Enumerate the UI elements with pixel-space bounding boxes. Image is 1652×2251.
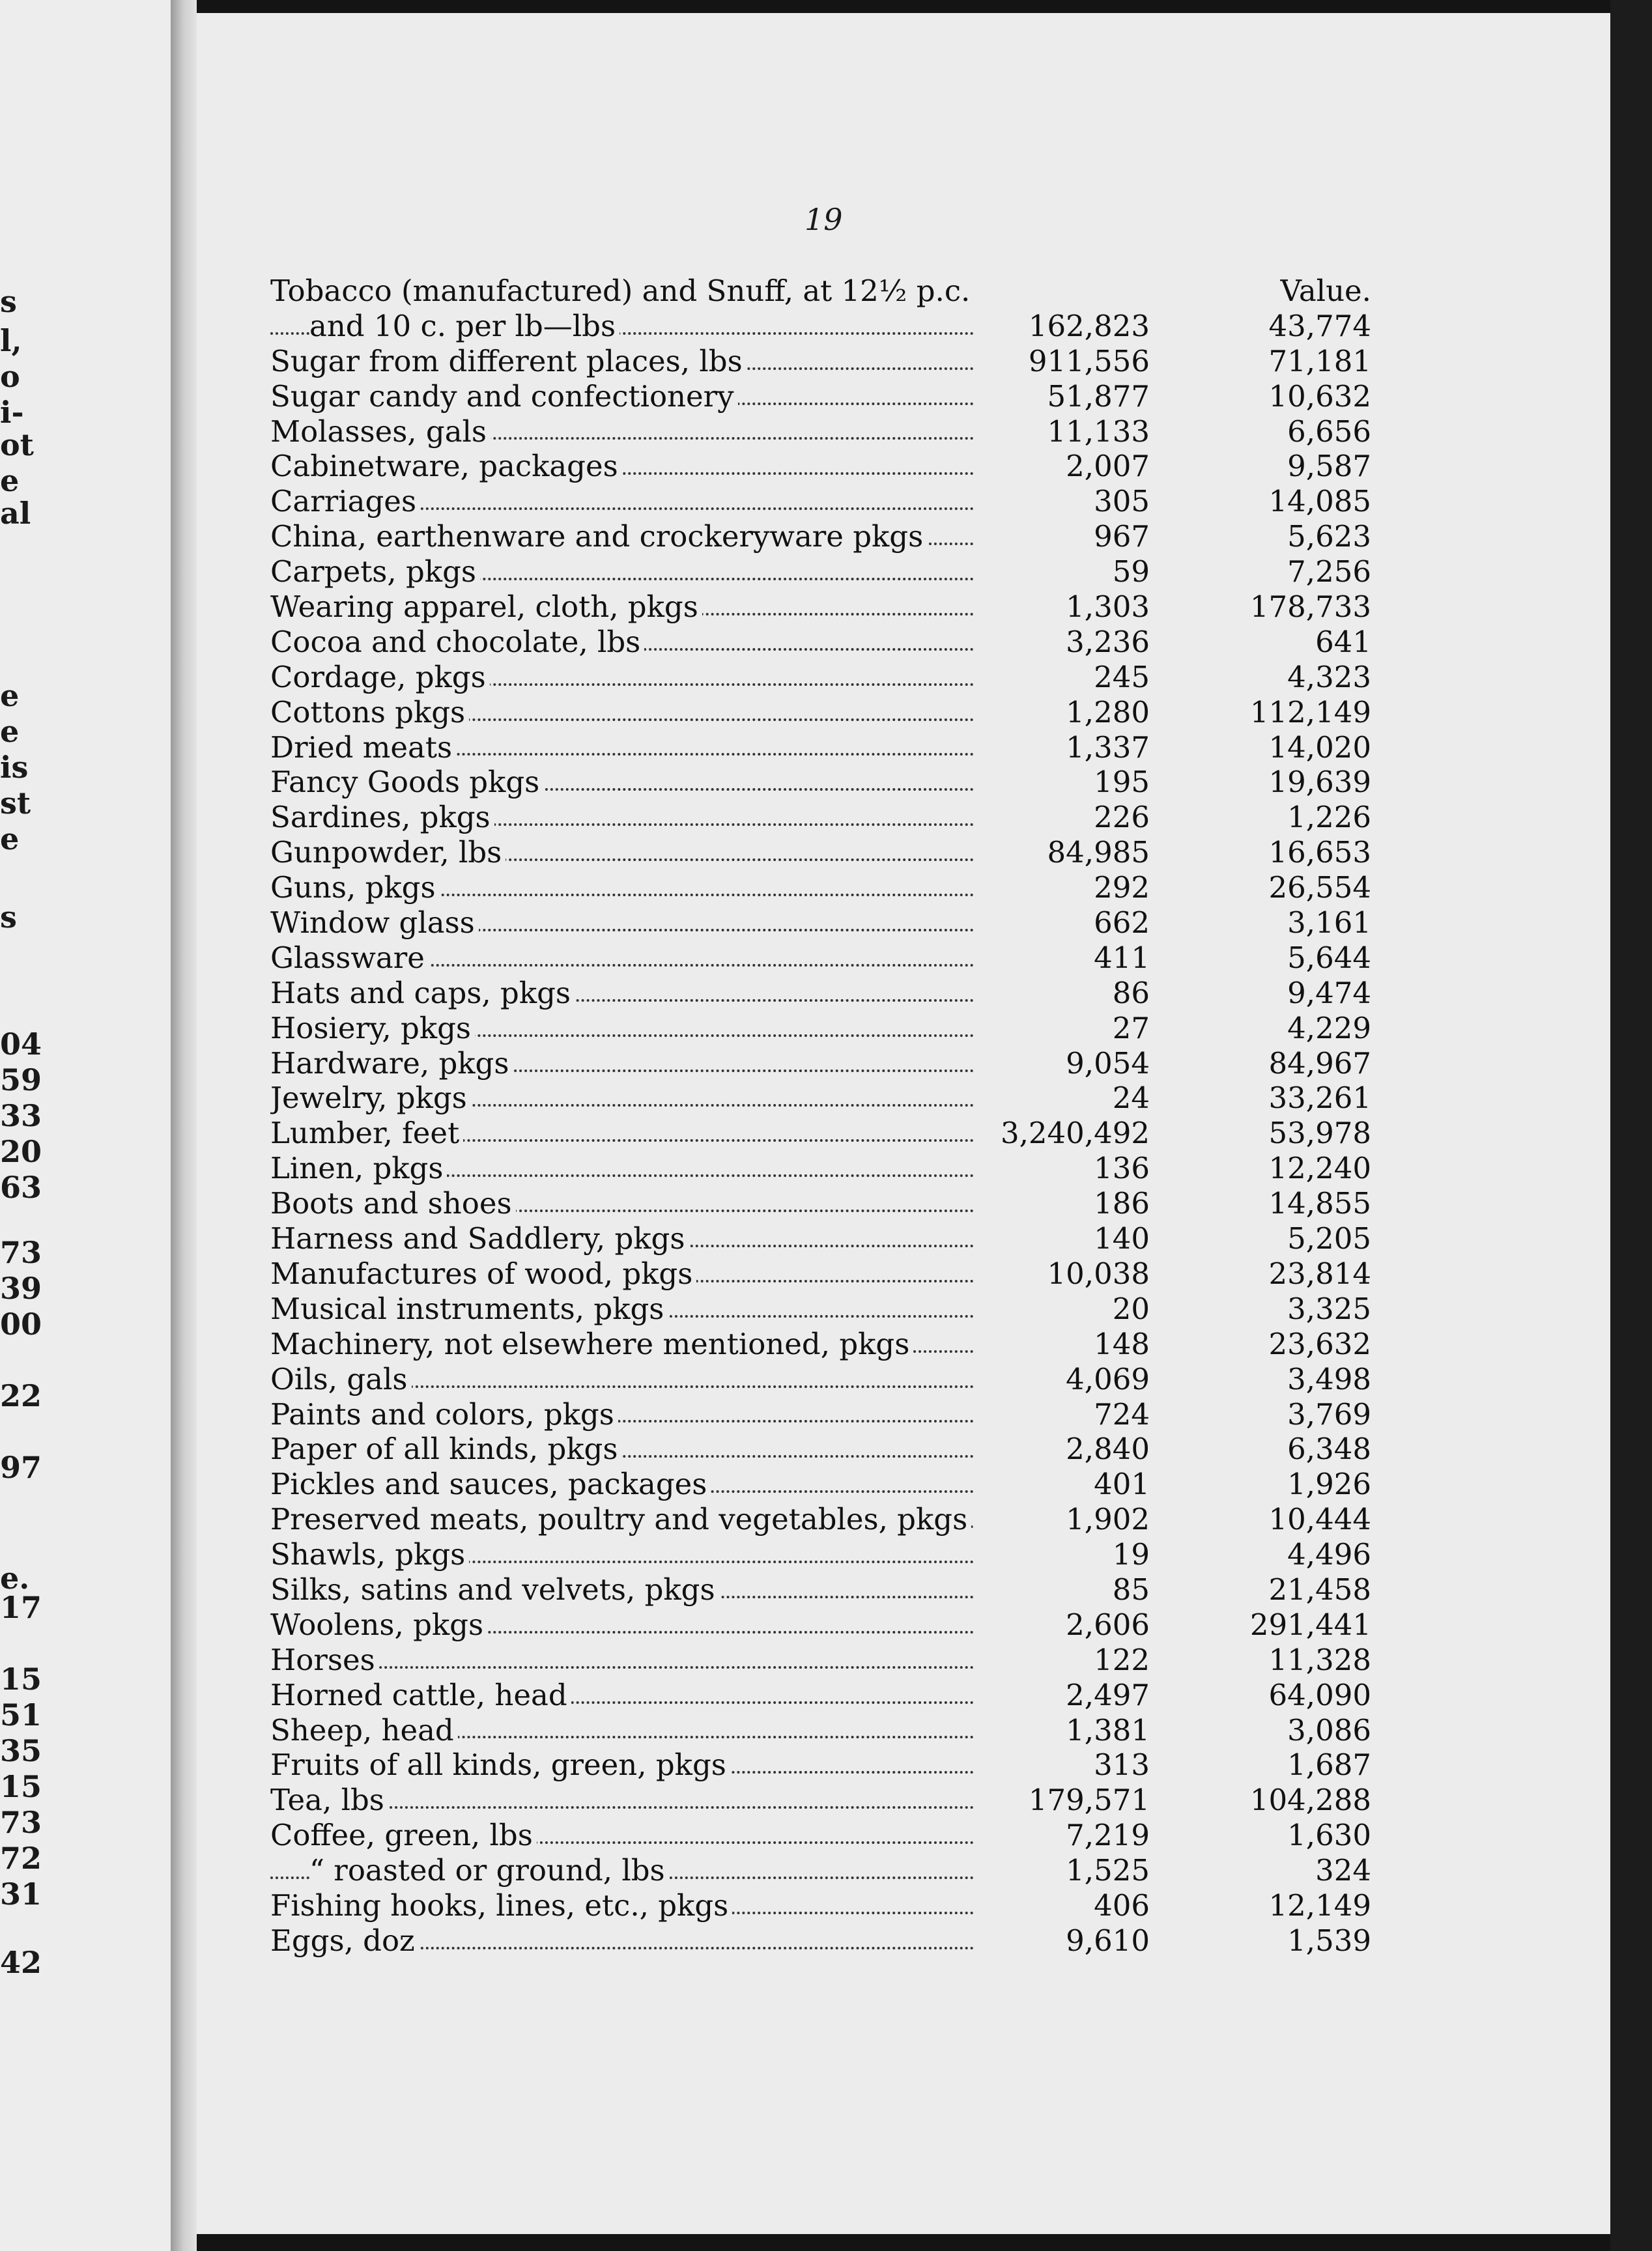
- row-description-text: Guns, pkgs: [270, 870, 440, 905]
- row-description: [270, 1818, 974, 1853]
- row-value: 14,085: [1268, 484, 1371, 519]
- row-description: [270, 1221, 974, 1256]
- table-row: [270, 1923, 1378, 1959]
- row-quantity: 86: [1112, 975, 1150, 1010]
- row-description: [270, 1923, 974, 1959]
- row-description: [270, 449, 974, 484]
- table-row: [270, 1362, 1378, 1397]
- row-quantity: 186: [1094, 1186, 1150, 1221]
- row-value: 5,644: [1287, 940, 1371, 975]
- row-description: [270, 1151, 974, 1186]
- page-edge: [1610, 0, 1652, 2251]
- row-description: [270, 1116, 974, 1151]
- row-quantity: 967: [1094, 519, 1150, 554]
- row-value: 26,554: [1268, 870, 1371, 905]
- row-value: 84,967: [1268, 1045, 1371, 1081]
- row-description-text: Wearing apparel, cloth, pkgs: [270, 589, 702, 624]
- row-description: [270, 941, 974, 976]
- table-row: [270, 765, 1378, 800]
- table-row: [270, 589, 1378, 625]
- row-quantity: 2,840: [1066, 1432, 1150, 1467]
- left-page-text-fragment: 73: [0, 1805, 42, 1840]
- row-description-text: Dried meats: [270, 730, 456, 765]
- table-row: [270, 414, 1378, 449]
- left-page-text-fragment: 73: [0, 1235, 42, 1270]
- row-quantity: 662: [1094, 905, 1150, 941]
- row-description-text: Sugar candy and confectionery: [270, 379, 738, 414]
- row-quantity: 911,556: [1028, 343, 1150, 378]
- row-description: [270, 870, 974, 905]
- table-row: [270, 1011, 1378, 1046]
- row-value: 14,855: [1268, 1186, 1371, 1221]
- row-description: [270, 1853, 974, 1888]
- row-description-text: Jewelry, pkgs: [270, 1081, 471, 1115]
- row-description-text: Machinery, not elsewhere mentioned, pkgs: [270, 1327, 913, 1361]
- table-row: [270, 870, 1378, 905]
- row-description-text: and 10 c. per lb—lbs: [309, 309, 620, 343]
- left-page-text-fragment: 35: [0, 1733, 42, 1768]
- left-page-text-fragment: is: [0, 750, 29, 785]
- table-row: [270, 1292, 1378, 1327]
- row-quantity: 195: [1094, 765, 1150, 800]
- left-page-text-fragment: o: [0, 359, 20, 394]
- row-description-text: Silks, satins and velvets, pkgs: [270, 1572, 719, 1607]
- row-description: [270, 1292, 974, 1327]
- table-row: [270, 1116, 1378, 1151]
- row-description: [270, 1607, 974, 1643]
- left-page-text-fragment: 72: [0, 1841, 42, 1876]
- row-description: [270, 484, 974, 519]
- row-description: [270, 379, 974, 414]
- row-quantity: 2,606: [1066, 1607, 1150, 1642]
- row-description-text: Oils, gals: [270, 1362, 412, 1396]
- left-page-text-fragment: st: [0, 786, 31, 821]
- row-quantity: 85: [1112, 1572, 1150, 1607]
- row-description: [270, 554, 974, 589]
- row-value: 12,149: [1268, 1888, 1371, 1923]
- left-page-text-fragment: 22: [0, 1378, 42, 1413]
- left-page-text-fragment: 97: [0, 1450, 42, 1485]
- row-quantity: 1,525: [1066, 1853, 1150, 1888]
- row-description: [270, 1046, 974, 1081]
- row-description-text: Preserved meats, poultry and vegetables, pkgs: [270, 1502, 971, 1536]
- row-description: [270, 519, 974, 554]
- row-description-text: Fishing hooks, lines, etc., pkgs: [270, 1888, 732, 1923]
- table-row: [270, 1186, 1378, 1221]
- page-number: 19: [805, 202, 843, 237]
- table-row: [270, 344, 1378, 379]
- row-description: [270, 1081, 974, 1116]
- table-row: [270, 1853, 1378, 1888]
- row-description: [270, 1748, 974, 1783]
- row-quantity: 1,280: [1066, 694, 1150, 729]
- table-row: [270, 1221, 1378, 1256]
- row-value: 1,687: [1287, 1748, 1371, 1783]
- row-value: 3,086: [1287, 1712, 1371, 1748]
- row-description-text: Molasses, gals: [270, 414, 491, 449]
- row-value: 6,656: [1287, 414, 1371, 449]
- row-description: [270, 695, 974, 730]
- row-value: 178,733: [1249, 589, 1371, 625]
- row-quantity: 411: [1094, 940, 1150, 975]
- left-page-text-fragment: 31: [0, 1876, 42, 1912]
- row-quantity: 148: [1094, 1326, 1150, 1361]
- row-value: 1,630: [1287, 1818, 1371, 1853]
- row-description-text: Woolens, pkgs: [270, 1607, 487, 1642]
- row-value: 112,149: [1249, 694, 1371, 729]
- row-description: [270, 589, 974, 625]
- row-value: 14,020: [1268, 729, 1371, 765]
- row-value: 9,474: [1287, 975, 1371, 1010]
- table-row: [270, 800, 1378, 835]
- table-row: [270, 1607, 1378, 1643]
- left-page-text-fragment: ot: [0, 427, 34, 462]
- table-row: [270, 274, 1378, 309]
- row-value: 5,623: [1287, 519, 1371, 554]
- left-page-text-fragment: i-: [0, 395, 24, 430]
- row-description-text: Window glass: [270, 905, 479, 940]
- row-description-text: Fancy Goods pkgs: [270, 765, 543, 799]
- table-row: [270, 1888, 1378, 1923]
- row-description-text: Gunpowder, lbs: [270, 835, 506, 870]
- row-description-text: Pickles and sauces, packages: [270, 1467, 711, 1501]
- table-row: [270, 625, 1378, 660]
- row-description: [270, 1256, 974, 1292]
- table-row: [270, 1467, 1378, 1502]
- left-page-text-fragment: s: [0, 284, 17, 319]
- left-page-text-fragment: l,: [0, 323, 22, 358]
- table-row: [270, 1643, 1378, 1678]
- row-quantity: 9,054: [1066, 1045, 1150, 1081]
- row-value: 3,161: [1287, 905, 1371, 941]
- row-quantity: 313: [1094, 1748, 1150, 1783]
- table-row: [270, 941, 1378, 976]
- row-description-text: Paints and colors, pkgs: [270, 1397, 618, 1432]
- row-quantity: 9,610: [1066, 1923, 1150, 1958]
- table-row: [270, 1748, 1378, 1783]
- row-description-text: “ roasted or ground, lbs: [309, 1853, 669, 1888]
- left-page-text-fragment: 51: [0, 1697, 42, 1733]
- row-quantity: 724: [1094, 1396, 1150, 1432]
- row-quantity: 1,902: [1066, 1502, 1150, 1537]
- row-value: 16,653: [1268, 835, 1371, 870]
- left-page-text-fragment: 63: [0, 1170, 42, 1205]
- row-description: [270, 1186, 974, 1221]
- row-description-text: Hats and caps, pkgs: [270, 976, 575, 1010]
- left-page-text-fragment: e: [0, 714, 20, 749]
- row-description: [270, 660, 974, 695]
- row-value: 4,496: [1287, 1537, 1371, 1572]
- row-quantity: 3,240,492: [1000, 1116, 1150, 1151]
- left-page-text-fragment: 39: [0, 1271, 42, 1306]
- left-page-text-fragment: s: [0, 899, 17, 935]
- row-description: [270, 765, 974, 800]
- left-page-text-fragment: e: [0, 463, 20, 498]
- row-description-text: Carpets, pkgs: [270, 554, 480, 589]
- row-quantity: 84,985: [1047, 835, 1150, 870]
- row-quantity: 406: [1094, 1888, 1150, 1923]
- row-description-text: Carriages: [270, 484, 420, 518]
- row-description: [270, 414, 974, 449]
- row-quantity: 10,038: [1047, 1256, 1150, 1291]
- row-value: 43,774: [1268, 308, 1371, 343]
- row-quantity: 245: [1094, 659, 1150, 694]
- row-quantity: 179,571: [1028, 1783, 1150, 1818]
- row-description-text: Horses: [270, 1643, 379, 1677]
- row-value: 23,814: [1268, 1256, 1371, 1291]
- row-value: 104,288: [1249, 1783, 1371, 1818]
- row-description-text: Sheep, head: [270, 1713, 458, 1748]
- row-quantity: 51,877: [1047, 378, 1150, 414]
- row-value: 10,632: [1268, 378, 1371, 414]
- left-page-text-fragment: 59: [0, 1062, 42, 1097]
- row-description-text: Horned cattle, head: [270, 1678, 571, 1712]
- table-row: [270, 1572, 1378, 1607]
- row-description-text: Lumber, feet: [270, 1116, 463, 1150]
- row-value: 33,261: [1268, 1081, 1371, 1116]
- row-quantity: 136: [1094, 1151, 1150, 1186]
- row-description: [270, 1432, 974, 1467]
- row-value: 19,639: [1268, 765, 1371, 800]
- table-row: [270, 695, 1378, 730]
- table-row: [270, 1537, 1378, 1572]
- table-row: [270, 1081, 1378, 1116]
- table-row: [270, 519, 1378, 554]
- row-value: 7,256: [1287, 554, 1371, 589]
- row-quantity: 226: [1094, 800, 1150, 835]
- row-description-text: Hosiery, pkgs: [270, 1011, 475, 1045]
- row-description-text: Coffee, green, lbs: [270, 1818, 537, 1852]
- row-quantity: 24: [1112, 1081, 1150, 1116]
- table-row: [270, 1256, 1378, 1292]
- row-description: [270, 730, 974, 765]
- row-value: 64,090: [1268, 1677, 1371, 1712]
- row-description: [270, 274, 974, 309]
- row-description-text: Cottons pkgs: [270, 695, 469, 729]
- table-row: [270, 1678, 1378, 1713]
- left-page-text-fragment: 15: [0, 1662, 42, 1697]
- row-description-text: Hardware, pkgs: [270, 1046, 513, 1081]
- row-quantity: 401: [1094, 1467, 1150, 1502]
- row-description-text: Manufactures of wood, pkgs: [270, 1256, 696, 1291]
- row-value: 1,539: [1287, 1923, 1371, 1958]
- table-row: [270, 1046, 1378, 1081]
- row-value: 21,458: [1268, 1572, 1371, 1607]
- row-description: [270, 1713, 974, 1748]
- table-row: [270, 1151, 1378, 1186]
- row-description: [270, 1327, 974, 1362]
- row-quantity: 292: [1094, 870, 1150, 905]
- row-description-text: Glassware: [270, 941, 429, 975]
- row-quantity: 305: [1094, 484, 1150, 519]
- row-value: 5,205: [1287, 1221, 1371, 1256]
- row-description: [270, 1502, 974, 1537]
- row-quantity: 59: [1112, 554, 1150, 589]
- table-row: [270, 905, 1378, 941]
- row-value: 53,978: [1268, 1116, 1371, 1151]
- row-description-text: China, earthenware and crockeryware pkgs: [270, 519, 927, 554]
- row-description: [270, 1537, 974, 1572]
- left-page-text-fragment: e.: [0, 1561, 30, 1596]
- row-description: [270, 309, 974, 344]
- row-description: [270, 1572, 974, 1607]
- table-row: [270, 1818, 1378, 1853]
- row-description-text: Sardines, pkgs: [270, 800, 494, 834]
- left-page-text-fragment: 00: [0, 1307, 42, 1342]
- table-row: [270, 1713, 1378, 1748]
- table-row: [270, 484, 1378, 519]
- row-quantity: 162,823: [1028, 308, 1150, 343]
- table-row: [270, 449, 1378, 484]
- left-page-text-fragment: al: [0, 496, 31, 531]
- row-description: [270, 835, 974, 870]
- row-description-text: Harness and Saddlery, pkgs: [270, 1221, 689, 1256]
- table-row: [270, 1397, 1378, 1432]
- table-row: [270, 1327, 1378, 1362]
- row-description: [270, 1678, 974, 1713]
- row-quantity: 3,236: [1066, 624, 1150, 659]
- row-quantity: 1,337: [1066, 729, 1150, 765]
- row-quantity: 1,381: [1066, 1712, 1150, 1748]
- left-page-text-fragment: 15: [0, 1769, 42, 1804]
- left-page-text-fragment: 17: [0, 1590, 42, 1625]
- row-description-text: Cocoa and chocolate, lbs: [270, 625, 644, 659]
- row-description: [270, 344, 974, 379]
- row-quantity: 7,219: [1066, 1818, 1150, 1853]
- row-description-text: Fruits of all kinds, green, pkgs: [270, 1748, 730, 1782]
- row-value: 10,444: [1268, 1502, 1371, 1537]
- table-row: [270, 309, 1378, 344]
- row-quantity: 140: [1094, 1221, 1150, 1256]
- row-value: 1,226: [1287, 800, 1371, 835]
- row-value: 1,926: [1287, 1467, 1371, 1502]
- value-column-header: Value.: [1280, 274, 1371, 308]
- row-quantity: 20: [1112, 1291, 1150, 1326]
- row-description-text: Eggs, doz: [270, 1923, 419, 1958]
- row-description-text: Shawls, pkgs: [270, 1537, 469, 1572]
- table-row: [270, 730, 1378, 765]
- row-description-text: Cabinetware, packages: [270, 449, 622, 483]
- row-value: 3,498: [1287, 1361, 1371, 1396]
- row-value: 4,323: [1287, 659, 1371, 694]
- row-quantity: 2,497: [1066, 1677, 1150, 1712]
- row-description: [270, 905, 974, 941]
- row-description-text: Linen, pkgs: [270, 1151, 447, 1185]
- row-description-text: Boots and shoes: [270, 1186, 516, 1221]
- row-description: [270, 800, 974, 835]
- table-row: [270, 379, 1378, 414]
- row-value: 3,325: [1287, 1291, 1371, 1326]
- left-page-text-fragment: 20: [0, 1134, 42, 1169]
- row-value: 6,348: [1287, 1432, 1371, 1467]
- table-row: [270, 1502, 1378, 1537]
- imports-table: [270, 274, 1378, 1959]
- row-quantity: 11,133: [1047, 414, 1150, 449]
- row-description-text: Tobacco (manufactured) and Snuff, at 12½ p.c.: [270, 274, 974, 308]
- row-description-text: Tea, lbs: [270, 1783, 388, 1817]
- row-quantity: 2,007: [1066, 449, 1150, 484]
- row-quantity: 1,303: [1066, 589, 1150, 625]
- row-value: 291,441: [1249, 1607, 1371, 1642]
- row-value: 71,181: [1268, 343, 1371, 378]
- row-description: [270, 976, 974, 1011]
- left-page-text-fragment: 42: [0, 1945, 42, 1980]
- row-description: [270, 1783, 974, 1818]
- left-page-text-fragment: 04: [0, 1026, 42, 1062]
- left-page-text-fragment: e: [0, 678, 20, 713]
- left-page-text-fragment: 33: [0, 1098, 42, 1133]
- row-description: [270, 1397, 974, 1432]
- row-description-text: Cordage, pkgs: [270, 660, 490, 694]
- left-page-text-fragment: e: [0, 821, 20, 857]
- table-row: [270, 660, 1378, 695]
- row-description: [270, 1888, 974, 1923]
- row-quantity: 19: [1112, 1537, 1150, 1572]
- row-quantity: 122: [1094, 1642, 1150, 1677]
- table-row: [270, 1783, 1378, 1818]
- left-page-fragment: [0, 0, 171, 2251]
- row-value: 23,632: [1268, 1326, 1371, 1361]
- row-description: [270, 1643, 974, 1678]
- row-description: [270, 625, 974, 660]
- row-quantity: 4,069: [1066, 1361, 1150, 1396]
- row-quantity: 27: [1112, 1010, 1150, 1045]
- table-row: [270, 835, 1378, 870]
- table-row: [270, 554, 1378, 589]
- row-description: [270, 1362, 974, 1397]
- row-description: [270, 1011, 974, 1046]
- row-description-text: Sugar from different places, lbs: [270, 344, 747, 378]
- row-value: 11,328: [1268, 1642, 1371, 1677]
- table-row: [270, 1432, 1378, 1467]
- row-description-text: Musical instruments, pkgs: [270, 1292, 668, 1326]
- row-value: 12,240: [1268, 1151, 1371, 1186]
- row-description-text: Paper of all kinds, pkgs: [270, 1432, 621, 1466]
- row-value: 641: [1315, 624, 1371, 659]
- row-description: [270, 1467, 974, 1502]
- row-value: 9,587: [1287, 449, 1371, 484]
- table-row: [270, 976, 1378, 1011]
- row-value: 3,769: [1287, 1396, 1371, 1432]
- book-gutter: [171, 0, 197, 2251]
- row-value: 324: [1315, 1853, 1371, 1888]
- row-value: 4,229: [1287, 1010, 1371, 1045]
